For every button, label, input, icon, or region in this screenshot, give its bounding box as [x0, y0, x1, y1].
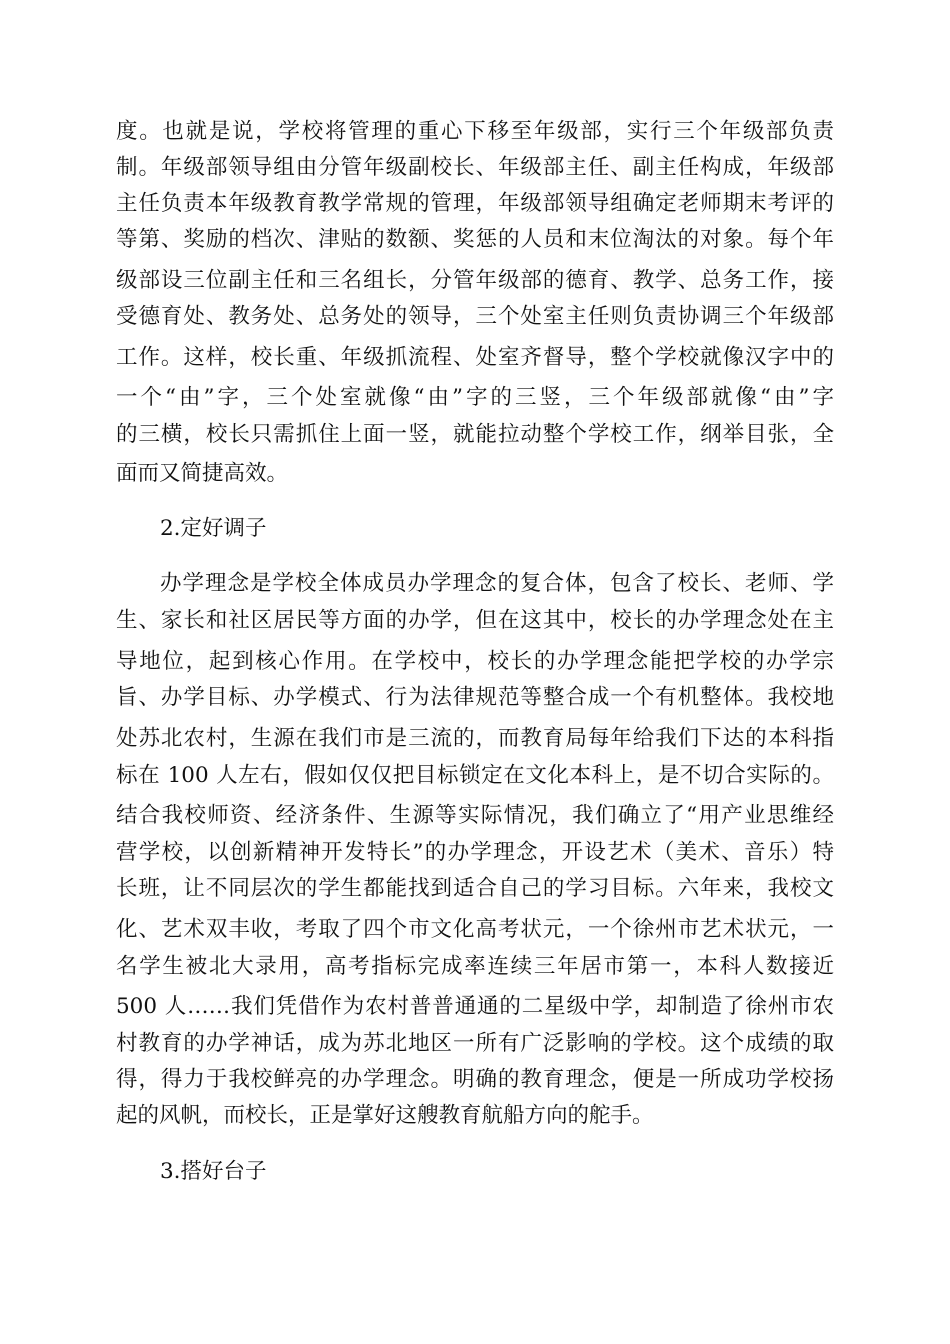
- para1-line-10: 面而又简捷高效。: [116, 461, 289, 486]
- para2-line-9: 长班，让不同层次的学生都能找到适合自己的学习目标。六年来，我校文: [116, 876, 834, 901]
- para2-line-3: 导地位，起到核心作用。在学校中，校长的办学理念能把学校的办学宗: [116, 649, 834, 674]
- section-heading-2: 2.定好调子: [160, 516, 267, 541]
- para2-line-1: 办学理念是学校全体成员办学理念的复合体，包含了校长、老师、学: [160, 571, 834, 596]
- para1-line-1: 度。也就是说，学校将管理的重心下移至年级部，实行三个年级部负责: [116, 119, 834, 144]
- para1-line-8: 一个“由”字，三个处室就像“由”字的三竖，三个年级部就像“由”字: [116, 385, 834, 410]
- para1-line-4: 等第、奖励的档次、津贴的数额、奖惩的人员和末位淘汰的对象。每个年: [116, 227, 834, 252]
- para1-line-5: 级部设三位副主任和三名组长，分管年级部的德育、教学、总务工作，接: [116, 268, 834, 293]
- para2-line-6: 标在 100 人左右，假如仅仅把目标锁定在文化本科上，是不切合实际的。: [116, 763, 834, 788]
- section-heading-3: 3.搭好台子: [160, 1159, 267, 1184]
- para2-line-10: 化、艺术双丰收，考取了四个市文化高考状元，一个徐州市艺术状元，一: [116, 917, 834, 942]
- para1-line-3: 主任负责本年级教育教学常规的管理，年级部领导组确定老师期末考评的: [116, 191, 834, 216]
- para1-line-6: 受德育处、教务处、总务处的领导，三个处室主任则负责协调三个年级部: [116, 304, 834, 329]
- para2-line-2: 生、家长和社区居民等方面的办学，但在这其中，校长的办学理念处在主: [116, 608, 834, 633]
- para2-line-14: 得，得力于我校鲜亮的办学理念。明确的教育理念，便是一所成功学校扬: [116, 1067, 834, 1092]
- para1-line-7: 工作。这样，校长重、年级抓流程、处室齐督导，整个学校就像汉字中的: [116, 345, 834, 370]
- para2-line-11: 名学生被北大录用，高考指标完成率连续三年居市第一，本科人数接近: [116, 954, 834, 979]
- para2-line-8: 营学校，以创新精神开发特长”的办学理念，开设艺术（美术、音乐）特: [116, 840, 834, 865]
- para2-line-12: 500 人……我们凭借作为农村普普通通的二星级中学，却制造了徐州市农: [116, 994, 834, 1019]
- para2-line-15: 起的风帆，而校长，正是掌好这艘教育航船方向的舵手。: [116, 1103, 654, 1128]
- para2-line-4: 旨、办学目标、办学模式、行为法律规范等整合成一个有机整体。我校地: [116, 685, 834, 710]
- para2-line-7: 结合我校师资、经济条件、生源等实际情况，我们确立了“用产业思维经: [116, 803, 834, 828]
- para2-line-13: 村教育的办学神话，成为苏北地区一所有广泛影响的学校。这个成绩的取: [116, 1031, 834, 1056]
- para1-line-9: 的三横，校长只需抓住上面一竖，就能拉动整个学校工作，纲举目张，全: [116, 422, 834, 447]
- para2-line-5: 处苏北农村，生源在我们市是三流的，而教育局每年给我们下达的本科指: [116, 726, 834, 751]
- para1-line-2: 制。年级部领导组由分管年级副校长、年级部主任、副主任构成，年级部: [116, 155, 834, 180]
